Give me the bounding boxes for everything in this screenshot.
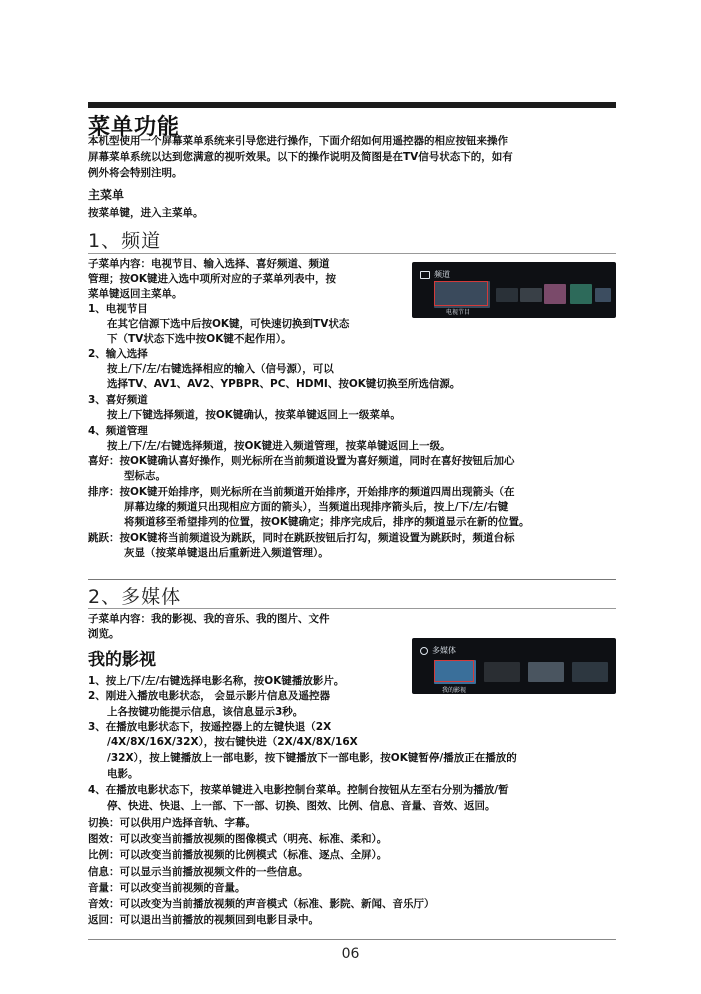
input-select-tile	[496, 288, 518, 302]
my-movies-title: 我的影视	[88, 650, 156, 670]
text-line: 1、按上/下/左/右键选择电影名称，按OK键播放影片。	[88, 675, 345, 687]
text-line: 电影。	[107, 768, 139, 780]
text-line: 选择TV、AV1、AV2、YPBPR、PC、HDMI、按OK键切换至所选信源。	[107, 378, 461, 390]
main-menu-text: 按菜单键，进入主菜单。	[88, 207, 204, 219]
extra-tile	[570, 284, 592, 304]
my-pictures-tile	[528, 662, 564, 682]
top-rule	[88, 102, 616, 108]
text-line: 子菜单内容：我的影视、我的音乐、我的图片、文件	[88, 613, 330, 625]
text-line: 音效：可以改变为当前播放视频的声音模式（标准、影院、新闻、音乐厅）	[88, 898, 435, 910]
text-line: 按上/下/左/右键选择相应的输入（信号源），可以	[107, 363, 334, 375]
text-line: 屏幕边缘的频道只出现相应方面的箭头），当频道出现排序箭头后，按上/下/左/右键	[124, 501, 509, 513]
text-line: 3、喜好频道	[88, 394, 148, 406]
intro-line-3: 例外将会特别注明。	[88, 167, 183, 179]
section-divider	[88, 608, 616, 609]
intro-line-2: 屏幕菜单系统以达到您满意的视听效果。以下的操作说明及简图是在TV信号状态下的，如有	[88, 151, 513, 163]
section-separator	[88, 579, 616, 580]
text-line: 返回：可以退出当前播放的视频回到电影目录中。	[88, 914, 319, 926]
text-line: 按上/下键选择频道，按OK键确认，按菜单键返回上一级菜单。	[107, 409, 401, 421]
text-line: 跳跃：按OK键将当前频道设为跳跃，同时在跳跃按钮后打勾，频道设置为跳跃时，频道台标	[88, 532, 515, 544]
text-line: 菜单键返回主菜单。	[88, 288, 183, 300]
text-line: 在其它信源下选中后按OK键，可快速切换到TV状态	[107, 318, 350, 330]
channel-screen-title: 频道	[434, 270, 450, 279]
text-line: 将频道移至希望排列的位置，按OK键确定；排序完成后，排序的频道显示在新的位置。	[124, 516, 530, 528]
text-line: 4、在播放电影状态下，按菜单键进入电影控制台菜单。控制台按钮从左至右分别为播放/暂	[88, 784, 509, 796]
text-line: 1、电视节目	[88, 303, 148, 315]
text-line: 图效：可以改变当前播放视频的图像模式（明亮、标准、柔和）。	[88, 833, 388, 845]
text-line: 2、输入选择	[88, 348, 148, 360]
page-title: 菜单功能	[88, 115, 181, 140]
text-line: /32X），按上键播放上一部电影，按下键播放下一部电影，按OK键暂停/播放正在播放的	[107, 752, 517, 764]
text-line: 比例：可以改变当前播放视频的比例模式（标准、逐点、全屏）。	[88, 849, 388, 861]
text-line: 排序：按OK键开始排序，则光标所在当前频道开始排序，开始排序的频道四周出现箭头（在	[88, 486, 515, 498]
text-line: 灰显（按菜单键退出后重新进入频道管理）。	[124, 547, 329, 559]
text-line: /4X/8X/16X/32X），按右键快进（2X/4X/8X/16X	[107, 736, 358, 748]
channel-manage-tile	[544, 284, 566, 304]
favorite-tile	[520, 288, 542, 302]
multimedia-screen-header	[420, 645, 456, 656]
footer-rule	[88, 939, 616, 940]
section-divider	[88, 253, 616, 254]
text-line: 4、频道管理	[88, 425, 148, 437]
text-line: 管理；按OK键进入选中项所对应的子菜单列表中，按	[88, 273, 337, 285]
text-line: 停、快进、快退、上一部、下一部、切换、图效、比例、信息、音量、音效、返回。	[107, 800, 496, 812]
text-line: 型标志。	[124, 470, 166, 482]
section-heading-channel: 1、频道	[88, 230, 162, 252]
extra-tile	[595, 288, 611, 302]
channel-menu-screenshot	[412, 262, 616, 318]
tv-icon	[420, 271, 430, 279]
file-browse-tile	[572, 662, 608, 682]
channel-screen-header	[420, 269, 450, 280]
media-icon	[420, 647, 428, 655]
text-line: 音量：可以改变当前视频的音量。	[88, 882, 246, 894]
text-line: 3、在播放电影状态下，按遥控器上的左键快退（2X	[88, 721, 332, 733]
section-heading-multimedia: 2、多媒体	[88, 586, 182, 608]
text-line: 浏览。	[88, 628, 120, 640]
text-line: 子菜单内容：电视节目、输入选择、喜好频道、频道	[88, 258, 330, 270]
text-line: 2、刚进入播放电影状态， 会显示影片信息及遥控器	[88, 690, 330, 702]
multimedia-menu-screenshot	[412, 638, 616, 694]
main-menu-title: 主菜单	[88, 188, 125, 202]
text-line: 下（TV状态下选中按OK键不起作用）。	[107, 333, 292, 345]
text-line: 上各按键功能提示信息，该信息显示3秒。	[107, 706, 304, 718]
multimedia-screen-title: 多媒体	[432, 646, 456, 655]
selection-highlight	[434, 281, 488, 306]
channel-screen-caption: 电视节目	[446, 309, 471, 316]
my-music-tile	[484, 662, 520, 682]
text-line: 按上/下/左/右键选择频道，按OK键进入频道管理，按菜单键返回上一级。	[107, 440, 451, 452]
multimedia-screen-caption: 我的影视	[442, 687, 467, 694]
selection-highlight	[434, 660, 474, 682]
text-line: 切换：可以供用户选择音轨、字幕。	[88, 817, 256, 829]
text-line: 信息：可以显示当前播放视频文件的一些信息。	[88, 866, 309, 878]
intro-line-1: 本机型使用一个屏幕菜单系统来引导您进行操作，下面介绍如何用遥控器的相应按钮来操作	[88, 135, 508, 147]
text-line: 喜好：按OK键确认喜好操作，则光标所在当前频道设置为喜好频道，同时在喜好按钮后加心	[88, 455, 515, 467]
page-number: 06	[341, 946, 360, 962]
